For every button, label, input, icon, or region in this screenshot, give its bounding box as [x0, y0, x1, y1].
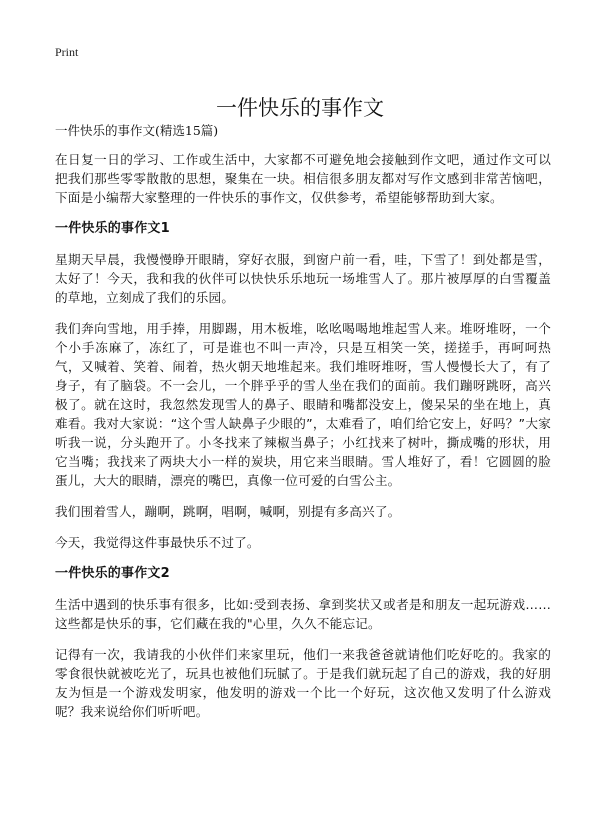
section-heading: 一件快乐的事作文2 — [55, 566, 170, 581]
paragraph: 生活中遇到的快乐事有很多，比如:受到表扬、拿到奖状又或者是和朋友一起玩游戏……这些都是快乐的事，它们藏在我的"心里，久久不能忘记。 — [55, 597, 551, 631]
section-heading: 一件快乐的事作文1 — [55, 221, 170, 236]
paragraph: 记得有一次，我请我的小伙伴们来家里玩，他们一来我爸爸就请他们吃好吃的。我家的零食很快就被吃光了，玩具也被他们玩腻了。于是我们就玩起了自己的游戏，我的好朋友为恒是一个游戏发明家，他发明的游戏一个比一个好玩，这次他又发明了什么游戏呢？我来说给你们听听吧。 — [55, 647, 551, 719]
print-link[interactable]: Print — [55, 45, 79, 59]
page-title: 一件快乐的事作文 — [216, 96, 384, 121]
paragraph: 星期天早晨，我慢慢睁开眼睛，穿好衣服，到窗户前一看，哇，下雪了！到处都是雪，太好了！今天，我和我的伙伴可以快快乐乐地玩一场堆雪人了。那片被厚厚的白雪覆盖的草地，立刻成了我们的乐园。 — [55, 252, 551, 305]
article-body — [55, 150, 551, 733]
article-subtitle: 一件快乐的事作文(精选15篇) — [55, 123, 219, 138]
paragraph: 我们围着雪人，蹦啊，跳啊，唱啊，喊啊，别提有多高兴了。 — [55, 504, 401, 519]
paragraph: 今天，我觉得这件事最快乐不过了。 — [55, 535, 260, 550]
intro-paragraph: 在日复一日的学习、工作或生活中，大家都不可避免地会接触到作文吧，通过作文可以把我们那些零零散散的思想，聚集在一块。相信很多朋友都对写作文感到非常苦恼吧，下面是小编帮大家整理的一件快乐的事作文，仅供参考，希望能够帮助到大家。 — [55, 152, 551, 205]
paragraph: 我们奔向雪地，用手捧，用脚踢，用木板堆，吆吆喝喝地堆起雪人来。堆呀堆呀，一个个小手冻麻了，冻红了，可是谁也不叫一声冷，只是互相笑一笑，搓搓手，再呵呵热气，又喊着、笑着、闹着，热火朝天地堆起来。我们堆呀堆呀，雪人慢慢长大了，有了身子，有了脑袋。不一会儿，一个胖乎乎的雪人坐在我们的面前。我们蹦呀跳呀，高兴极了。就在这时，我忽然发现雪人的鼻子、眼睛和嘴都没安上，傻呆呆的坐在地上，真难看。我对大家说：“这个雪人缺鼻子少眼的”，太难看了，咱们给它安上，好吗？”大家听我一说，分头跑开了。小冬找来了辣椒当鼻子；小红找来了树叶，撕成嘴的形状，用它当嘴；我找来了两块大小一样的炭块，用它来当眼睛。雪人堆好了，看！它圆圆的脸蛋儿，大大的眼睛，漂亮的嘴巴，真像一位可爱的白雪公主。 — [55, 321, 551, 488]
